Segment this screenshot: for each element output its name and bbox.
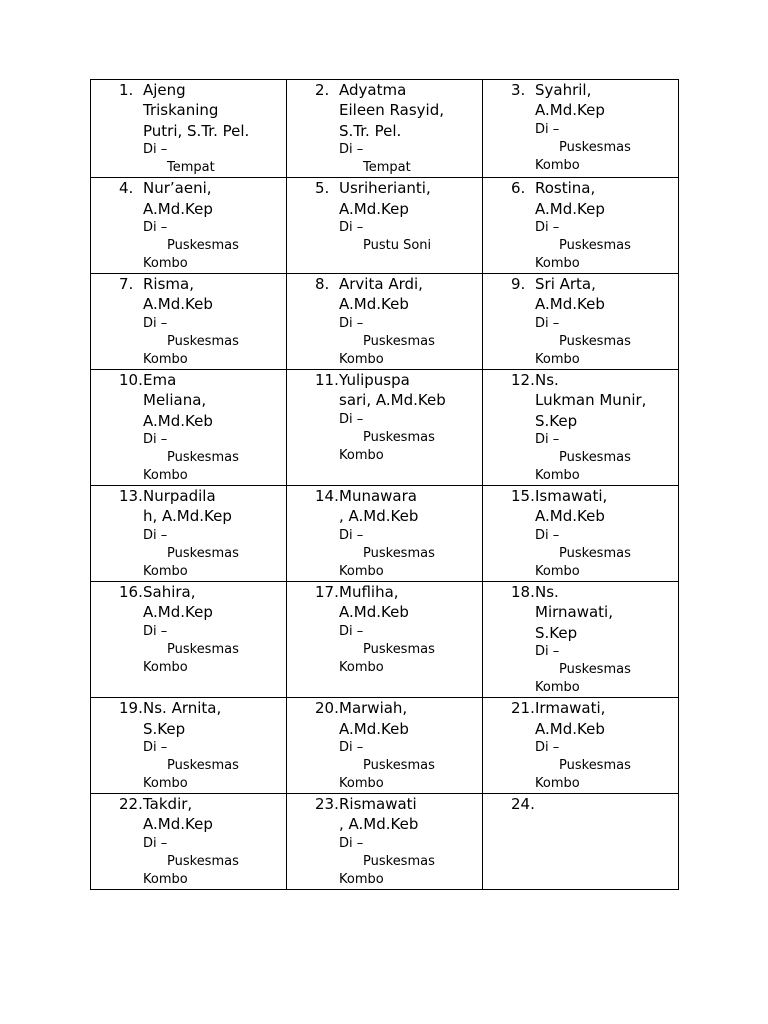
address-block: [143, 315, 280, 369]
address-prefix: Di –: [143, 835, 168, 851]
address-line: Kombo: [535, 468, 580, 484]
table-row: [91, 369, 679, 485]
address-block: [339, 315, 476, 369]
recipient-entry: [511, 370, 672, 485]
address-line: Puskesmas: [363, 333, 435, 349]
address-line: Kombo: [535, 775, 580, 791]
recipient-entry: [315, 582, 476, 677]
address-line: Puskesmas: [167, 238, 239, 254]
label-cell: [287, 369, 483, 485]
recipient-name-line: Rismawati: [339, 794, 417, 813]
recipient-entry: [119, 274, 280, 369]
recipient-name-line: Ns.: [535, 582, 559, 601]
label-cell: [483, 581, 679, 697]
recipient-name: [535, 274, 672, 315]
recipient-name: [143, 370, 280, 431]
address-block: [339, 219, 476, 255]
label-cell: [91, 80, 287, 178]
address-line: Kombo: [143, 775, 188, 791]
address-line: Tempat: [363, 160, 411, 176]
recipient-name-line: Syahril,: [535, 81, 592, 99]
recipient-name-line: A.Md.Kep: [143, 815, 213, 834]
table-row: [91, 178, 679, 274]
label-cell: [287, 581, 483, 697]
address-block: [535, 527, 672, 581]
recipient-name-line: Ema: [143, 370, 177, 389]
recipient-name: [535, 698, 672, 739]
recipient-entry: [511, 486, 672, 581]
entry-number: 24.: [511, 794, 535, 813]
entry-number: 17.: [315, 582, 339, 601]
label-cell: [91, 793, 287, 889]
recipient-name: [535, 178, 672, 219]
address-block: [339, 739, 476, 793]
address-block: [535, 315, 672, 369]
recipient-entry: [119, 486, 280, 581]
recipient-name: [535, 486, 672, 527]
address-prefix: Di –: [143, 527, 168, 543]
address-block: [339, 411, 476, 465]
entry-number: 22.: [119, 794, 143, 813]
recipient-name: [339, 178, 476, 219]
label-cell: [91, 369, 287, 485]
address-prefix: Di –: [535, 121, 560, 137]
recipient-entry: [119, 80, 280, 177]
address-block: [143, 219, 280, 273]
address-line: Kombo: [143, 256, 188, 272]
recipient-name-line: A.Md.Keb: [339, 603, 409, 622]
address-line: Puskesmas: [363, 545, 435, 561]
recipient-name-line: A.Md.Kep: [535, 101, 605, 120]
address-prefix: Di –: [339, 623, 364, 639]
recipient-name: [339, 80, 476, 141]
recipient-name-line: Meliana,: [143, 391, 207, 410]
recipient-name-line: Ns.: [535, 370, 559, 389]
address-line: Kombo: [143, 659, 188, 675]
entry-number: 5.: [315, 179, 330, 198]
address-line: Puskesmas: [559, 545, 631, 561]
label-cell: [483, 369, 679, 485]
address-prefix: Di –: [535, 432, 560, 448]
entry-number: 11.: [315, 370, 339, 389]
address-line: Puskesmas: [167, 545, 239, 561]
entry-number: 2.: [315, 81, 330, 99]
entry-number: 23.: [315, 794, 339, 813]
table-row: [91, 698, 679, 794]
address-line: Kombo: [143, 351, 188, 367]
recipient-name-line: , A.Md.Keb: [339, 815, 419, 834]
recipient-name: [339, 274, 476, 315]
label-cell: [287, 486, 483, 582]
recipient-name-line: S.Kep: [535, 411, 578, 430]
address-prefix: Di –: [143, 315, 168, 331]
entry-number: 9.: [511, 275, 526, 294]
recipient-entry: [315, 178, 476, 255]
address-block: [339, 835, 476, 889]
entry-number: 6.: [511, 179, 526, 198]
address-line: Puskesmas: [363, 853, 435, 869]
label-cell: [483, 793, 679, 889]
recipient-name-line: A.Md.Kep: [143, 603, 213, 622]
address-line: Puskesmas: [167, 853, 239, 869]
entry-number: 20.: [315, 699, 339, 718]
recipient-name-line: A.Md.Keb: [143, 411, 213, 430]
recipient-entry: [315, 698, 476, 793]
label-cell: [91, 178, 287, 274]
address-line: Kombo: [535, 157, 580, 173]
recipient-name-line: Nur’aeni,: [143, 179, 212, 198]
address-line: Kombo: [535, 680, 580, 696]
recipient-entry: [119, 698, 280, 793]
recipient-name-line: Munawara: [339, 487, 417, 506]
recipient-name-line: Yulipuspa: [339, 370, 410, 389]
address-line: Puskesmas: [559, 238, 631, 254]
address-block: [535, 739, 672, 793]
recipient-name-line: Eileen Rasyid,: [339, 101, 444, 120]
recipient-name-line: Arvita Ardi,: [339, 275, 423, 294]
recipient-name-line: Ismawati,: [535, 487, 608, 506]
address-line: Kombo: [339, 775, 384, 791]
address-block: [535, 121, 672, 175]
recipient-name-line: A.Md.Kep: [143, 199, 213, 218]
address-prefix: Di –: [339, 142, 364, 158]
recipient-name-line: Rostina,: [535, 179, 596, 198]
recipient-name-line: Risma,: [143, 275, 194, 294]
address-prefix: Di –: [143, 432, 168, 448]
recipient-name-line: Irmawati,: [535, 699, 606, 718]
entry-number: 8.: [315, 275, 330, 294]
recipient-name-line: Marwiah,: [339, 699, 408, 718]
entry-number: 21.: [511, 699, 535, 718]
recipient-name-line: S.Kep: [143, 719, 186, 738]
entry-number: 7.: [119, 275, 134, 294]
entry-number: 1.: [119, 81, 134, 99]
recipient-entry: [315, 794, 476, 889]
recipient-name: [143, 178, 280, 219]
address-line: Kombo: [143, 563, 188, 579]
label-cell: [287, 793, 483, 889]
address-line: Kombo: [339, 351, 384, 367]
recipient-entry: [511, 698, 672, 793]
recipient-entry: [511, 178, 672, 273]
address-block: [535, 431, 672, 485]
recipient-entry: [315, 274, 476, 369]
address-block: [339, 623, 476, 677]
label-cell: [483, 698, 679, 794]
address-block: [143, 623, 280, 677]
recipient-name-line: Mirnawati,: [535, 603, 613, 622]
label-cell: [483, 274, 679, 370]
entry-number: 13.: [119, 487, 143, 506]
address-line: Puskesmas: [559, 662, 631, 678]
address-prefix: Di –: [535, 315, 560, 331]
address-prefix: Di –: [535, 644, 560, 660]
recipient-entry: [119, 178, 280, 273]
table-row: [91, 274, 679, 370]
label-cell: [91, 486, 287, 582]
entry-number: 16.: [119, 582, 143, 601]
address-block: [143, 141, 280, 177]
address-line: Kombo: [535, 563, 580, 579]
address-line: Kombo: [339, 871, 384, 887]
address-block: [143, 527, 280, 581]
address-line: Puskesmas: [363, 641, 435, 657]
label-cell: [287, 274, 483, 370]
entry-number: 19.: [119, 699, 143, 718]
address-prefix: Di –: [143, 220, 168, 236]
address-block: [143, 739, 280, 793]
entry-number: 15.: [511, 487, 535, 506]
recipient-name-line: S.Tr. Pel.: [339, 121, 402, 140]
label-cell: [483, 486, 679, 582]
address-line: Kombo: [535, 351, 580, 367]
address-line: Puskesmas: [559, 450, 631, 466]
address-line: Puskesmas: [559, 757, 631, 773]
address-line: Puskesmas: [167, 757, 239, 773]
recipient-name-line: A.Md.Keb: [339, 295, 409, 314]
recipient-name-line: h, A.Md.Kep: [143, 507, 232, 526]
recipient-name-line: , A.Md.Keb: [339, 507, 419, 526]
recipient-entry: [315, 486, 476, 581]
recipient-name-line: Takdir,: [143, 794, 193, 813]
recipient-name-line: Triskaning: [143, 101, 219, 120]
address-prefix: Di –: [143, 142, 168, 158]
address-block: [143, 431, 280, 485]
recipient-name-line: A.Md.Keb: [535, 719, 605, 738]
address-line: Puskesmas: [363, 429, 435, 445]
entry-number: 14.: [315, 487, 339, 506]
recipient-name-line: A.Md.Keb: [339, 719, 409, 738]
address-prefix: Di –: [535, 527, 560, 543]
label-cell: [91, 274, 287, 370]
recipient-entry: [119, 370, 280, 485]
recipient-name-line: Adyatma: [339, 81, 407, 99]
label-cell: [91, 581, 287, 697]
recipient-entry: [119, 582, 280, 677]
recipient-name-line: S.Kep: [535, 623, 578, 642]
address-block: [535, 219, 672, 273]
address-line: Kombo: [339, 447, 384, 463]
recipient-name: [339, 370, 476, 411]
address-label-table: [90, 79, 679, 890]
address-line: Kombo: [143, 871, 188, 887]
recipient-name: [339, 794, 476, 835]
recipient-name-line: Sri Arta,: [535, 275, 596, 294]
address-prefix: Di –: [339, 315, 364, 331]
recipient-name: [143, 698, 280, 739]
recipient-name: [143, 80, 280, 141]
address-prefix: Di –: [339, 411, 364, 427]
recipient-entry: [119, 794, 280, 889]
recipient-entry: [511, 80, 672, 175]
recipient-entry: [511, 582, 672, 697]
address-line: Puskesmas: [167, 450, 239, 466]
recipient-entry: [315, 80, 476, 177]
address-line: Pustu Soni: [363, 238, 432, 254]
table-row: [91, 793, 679, 889]
recipient-name-line: Mufliha,: [339, 582, 399, 601]
entry-number: 4.: [119, 179, 134, 198]
table-row: [91, 581, 679, 697]
address-line: Puskesmas: [363, 757, 435, 773]
address-prefix: Di –: [339, 835, 364, 851]
address-line: Kombo: [535, 256, 580, 272]
entry-number: 12.: [511, 370, 535, 389]
address-prefix: Di –: [339, 739, 364, 755]
entry-number: 18.: [511, 582, 535, 601]
recipient-name: [535, 80, 672, 121]
recipient-name: [143, 274, 280, 315]
address-prefix: Di –: [535, 739, 560, 755]
label-cell: [483, 178, 679, 274]
address-block: [339, 527, 476, 581]
address-block: [535, 643, 672, 697]
address-block: [143, 835, 280, 889]
entry-number: 3.: [511, 81, 526, 99]
label-cell: [483, 80, 679, 178]
recipient-entry: [511, 274, 672, 369]
address-block: [339, 141, 476, 177]
recipient-name: [339, 486, 476, 527]
recipient-name: [535, 582, 672, 643]
recipient-name: [339, 698, 476, 739]
address-prefix: Di –: [535, 220, 560, 236]
label-cell: [91, 698, 287, 794]
address-prefix: Di –: [339, 527, 364, 543]
recipient-name-line: Putri, S.Tr. Pel.: [143, 121, 250, 140]
label-cell: [287, 80, 483, 178]
address-line: Kombo: [339, 563, 384, 579]
recipient-name: [339, 582, 476, 623]
recipient-name-line: A.Md.Keb: [143, 295, 213, 314]
address-line: Kombo: [339, 659, 384, 675]
address-line: Puskesmas: [167, 641, 239, 657]
recipient-name-line: Usriherianti,: [339, 179, 431, 198]
table-row: [91, 80, 679, 178]
recipient-name: [143, 486, 280, 527]
recipient-name-line: Lukman Munir,: [535, 391, 647, 410]
recipient-name-line: A.Md.Keb: [535, 295, 605, 314]
recipient-name-line: A.Md.Kep: [535, 199, 605, 218]
recipient-name: [143, 582, 280, 623]
address-line: Tempat: [167, 160, 215, 176]
address-line: Puskesmas: [559, 139, 631, 155]
label-cell: [287, 178, 483, 274]
recipient-name-line: Ns. Arnita,: [143, 699, 222, 718]
entry-number: 10.: [119, 370, 143, 389]
recipient-name-line: A.Md.Kep: [339, 199, 409, 218]
address-line: Puskesmas: [559, 333, 631, 349]
address-prefix: Di –: [143, 623, 168, 639]
address-line: Kombo: [143, 468, 188, 484]
address-prefix: Di –: [143, 739, 168, 755]
address-line: Puskesmas: [167, 333, 239, 349]
recipient-name-line: Nurpadila: [143, 487, 216, 506]
recipient-name: [143, 794, 280, 835]
recipient-name: [535, 370, 672, 431]
recipient-name-line: Ajeng: [143, 81, 186, 99]
recipient-name-line: A.Md.Keb: [535, 507, 605, 526]
recipient-entry: [315, 370, 476, 465]
address-prefix: Di –: [339, 220, 364, 236]
recipient-name-line: Sahira,: [143, 582, 196, 601]
table-row: [91, 486, 679, 582]
label-cell: [287, 698, 483, 794]
recipient-name-line: sari, A.Md.Keb: [339, 391, 446, 410]
